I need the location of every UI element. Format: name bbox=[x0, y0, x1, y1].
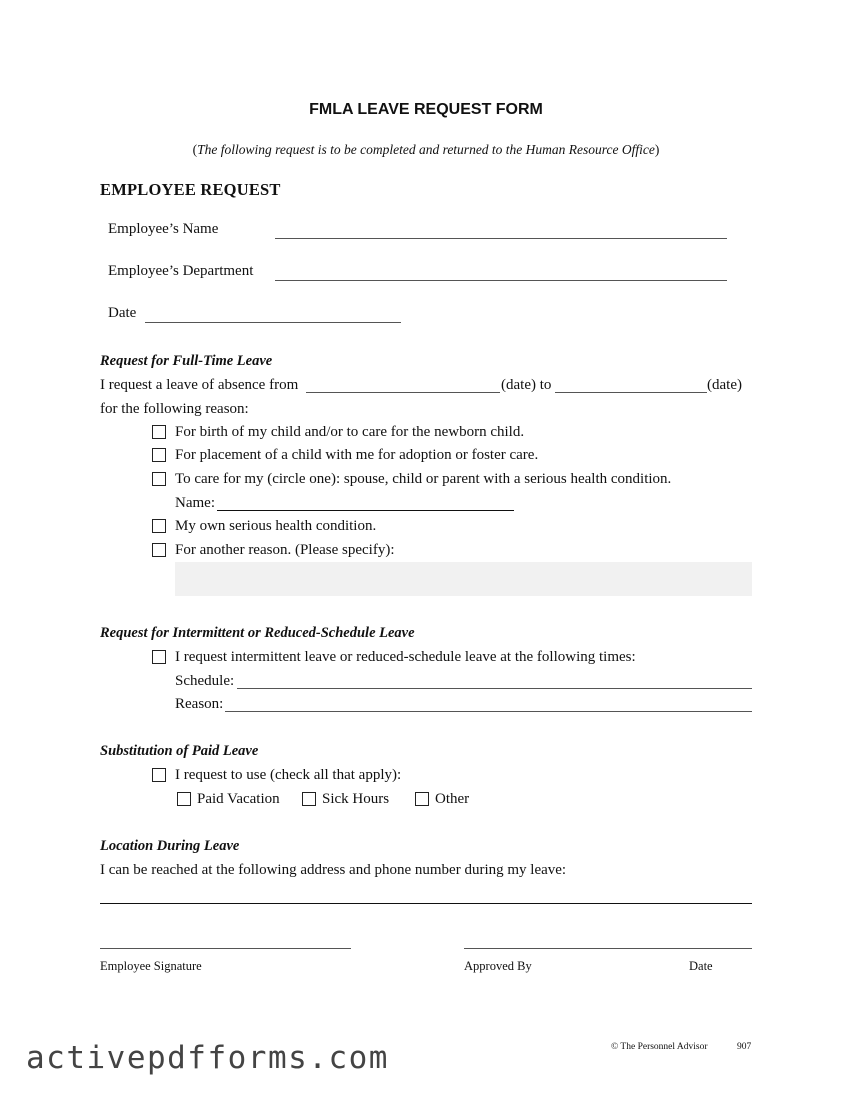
form-number: 907 bbox=[737, 1042, 752, 1052]
location-address-field[interactable] bbox=[100, 903, 752, 904]
employee-request-heading: EMPLOYEE REQUEST bbox=[100, 180, 281, 199]
other-paid-checkbox[interactable] bbox=[415, 792, 429, 806]
other-reason-text-field[interactable] bbox=[175, 562, 752, 596]
own-health-option-label: My own serious health condition. bbox=[175, 518, 377, 534]
family-member-name-field[interactable] bbox=[217, 510, 514, 511]
location-heading: Location During Leave bbox=[100, 838, 240, 854]
own-health-checkbox[interactable] bbox=[152, 519, 166, 533]
sick-hours-label: Sick Hours bbox=[322, 791, 390, 807]
full-time-leave-heading: Request for Full-Time Leave bbox=[100, 353, 273, 369]
schedule-label: Schedule: bbox=[175, 673, 235, 689]
approved-by-label: Approved By bbox=[464, 959, 532, 973]
copyright-text: © The Personnel Advisor bbox=[611, 1042, 708, 1052]
family-care-option-label: To care for my (circle one): spouse, child or parent with a serious health condition. bbox=[175, 471, 672, 487]
leave-end-date-field[interactable] bbox=[555, 392, 707, 393]
other-reason-checkbox[interactable] bbox=[152, 543, 166, 557]
form-subtitle bbox=[0, 142, 852, 158]
other-paid-label: Other bbox=[435, 791, 470, 807]
subtitle-text: The following request is to be completed and returned to the Human Resource Office bbox=[197, 142, 655, 157]
paid-leave-checkbox[interactable] bbox=[152, 768, 166, 782]
leave-from-label: I request a leave of absence from bbox=[100, 377, 299, 393]
employee-name-field[interactable] bbox=[275, 238, 727, 239]
paid-vacation-label: Paid Vacation bbox=[197, 791, 280, 807]
request-date-field[interactable] bbox=[145, 322, 401, 323]
other-reason-option-label: For another reason. (Please specify): bbox=[175, 542, 395, 558]
location-text: I can be reached at the following address and phone number during my leave: bbox=[100, 862, 567, 878]
employee-department-field[interactable] bbox=[275, 280, 727, 281]
birth-option-label: For birth of my child and/or to care for the newborn child. bbox=[175, 424, 525, 440]
leave-date-to-label: (date) to bbox=[501, 377, 552, 393]
intermittent-checkbox[interactable] bbox=[152, 650, 166, 664]
watermark-text: activepdfforms.com bbox=[26, 1040, 389, 1076]
approval-signature-field[interactable] bbox=[464, 948, 752, 949]
adoption-option-label: For placement of a child with me for adoption or foster care. bbox=[175, 447, 539, 463]
leave-start-date-field[interactable] bbox=[306, 392, 500, 393]
subtitle-open-paren: ( bbox=[192, 142, 198, 157]
birth-checkbox[interactable] bbox=[152, 425, 166, 439]
family-care-checkbox[interactable] bbox=[152, 472, 166, 486]
approval-date-label: Date bbox=[689, 959, 713, 973]
employee-name-label: Employee’s Name bbox=[108, 221, 219, 237]
schedule-field[interactable] bbox=[237, 688, 752, 689]
paid-leave-heading: Substitution of Paid Leave bbox=[100, 743, 259, 759]
reason-intro: for the following reason: bbox=[100, 401, 249, 417]
intermittent-leave-heading: Request for Intermittent or Reduced-Schedule Leave bbox=[100, 625, 415, 641]
employee-signature-label: Employee Signature bbox=[100, 959, 202, 973]
employee-signature-field[interactable] bbox=[100, 948, 351, 949]
paid-leave-option-label: I request to use (check all that apply): bbox=[175, 767, 402, 783]
subtitle-close-paren: ) bbox=[654, 142, 660, 157]
adoption-checkbox[interactable] bbox=[152, 448, 166, 462]
employee-department-label: Employee’s Department bbox=[108, 263, 254, 279]
intermittent-reason-label: Reason: bbox=[175, 696, 224, 712]
intermittent-reason-field[interactable] bbox=[225, 711, 752, 712]
leave-date-suffix-label: (date) bbox=[707, 377, 742, 393]
form-title: FMLA LEAVE REQUEST FORM bbox=[309, 101, 543, 118]
sick-hours-checkbox[interactable] bbox=[302, 792, 316, 806]
intermittent-option-label: I request intermittent leave or reduced-schedule leave at the following times: bbox=[175, 649, 636, 665]
family-member-name-label: Name: bbox=[175, 495, 215, 511]
request-date-label: Date bbox=[108, 305, 137, 321]
paid-vacation-checkbox[interactable] bbox=[177, 792, 191, 806]
